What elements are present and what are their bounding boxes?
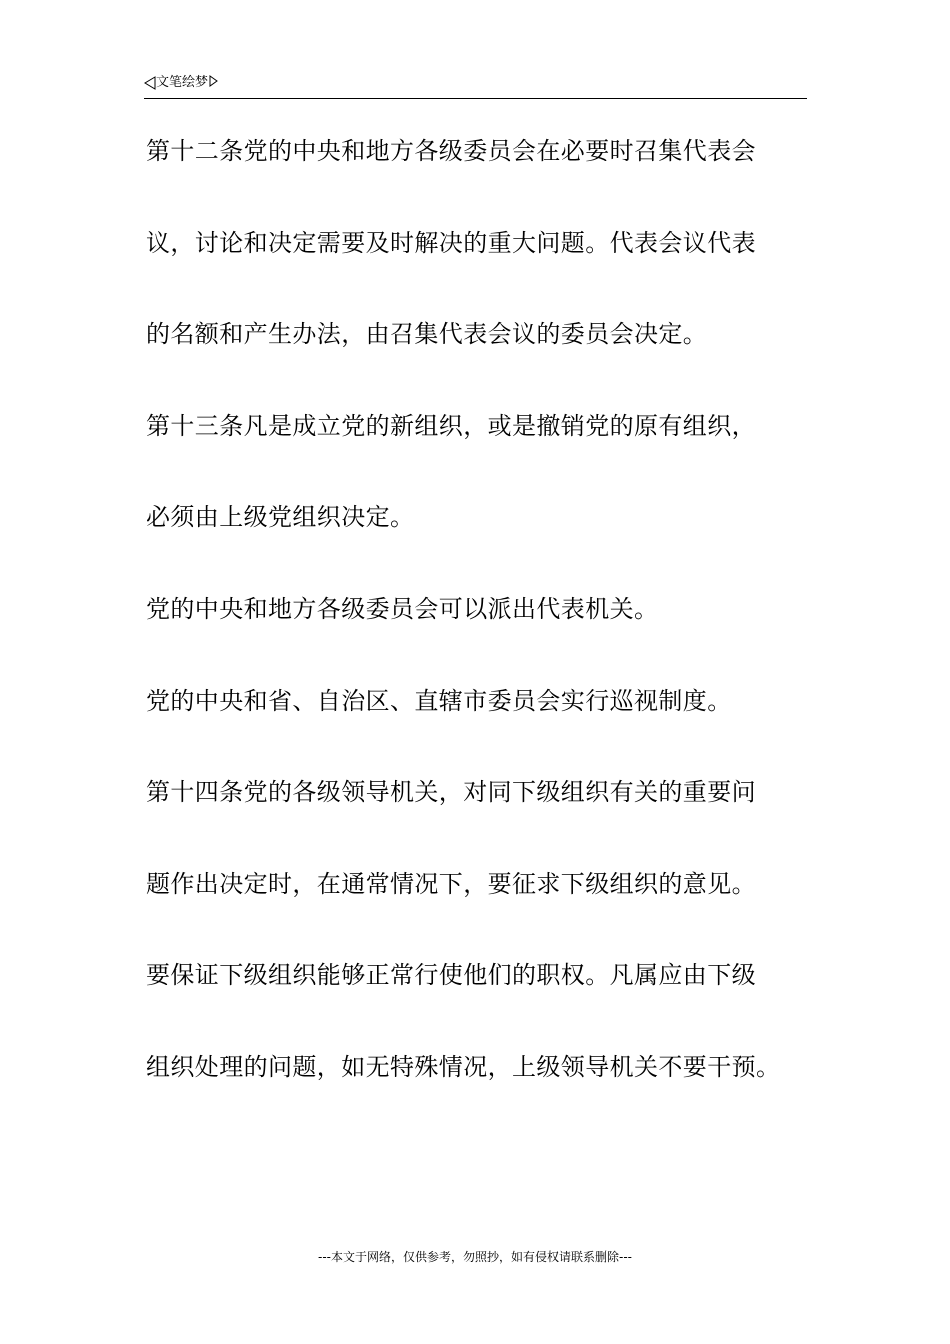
paragraph-line: 第十四条党的各级领导机关，对同下级组织有关的重要问 [146,778,756,807]
right-triangle-icon [209,75,218,87]
header-title-group [144,74,218,92]
paragraph-line: 党的中央和地方各级委员会可以派出代表机关。 [146,594,659,623]
document-body [146,128,826,1136]
page-footer: ---本文于网络，仅供参考，勿照抄，如有侵权请联系删除--- [318,1250,632,1264]
paragraph-line: 的名额和产生办法，由召集代表会议的委员会决定。 [146,320,708,349]
header-title: 文笔绘梦 [156,75,209,90]
paragraph-line: 要保证下级组织能够正常行使他们的职权。凡属应由下级 [146,961,756,990]
paragraph-line: 必须由上级党组织决定。 [146,503,415,532]
paragraph-line: 议，讨论和决定需要及时解决的重大问题。代表会议代表 [146,228,756,257]
page-header [144,74,807,99]
paragraph-line: 题作出决定时，在通常情况下，要征求下级组织的意见。 [146,869,756,898]
paragraph-line: 第十二条党的中央和地方各级委员会在必要时召集代表会 [146,137,756,165]
paragraph-line: 党的中央和省、自治区、直辖市委员会实行巡视制度。 [146,686,732,715]
paragraph-line: 组织处理的问题，如无特殊情况，上级领导机关不要干预。 [146,1052,781,1081]
left-triangle-icon [144,76,156,90]
paragraph-line: 第十三条凡是成立党的新组织，或是撤销党的原有组织， [146,411,756,440]
